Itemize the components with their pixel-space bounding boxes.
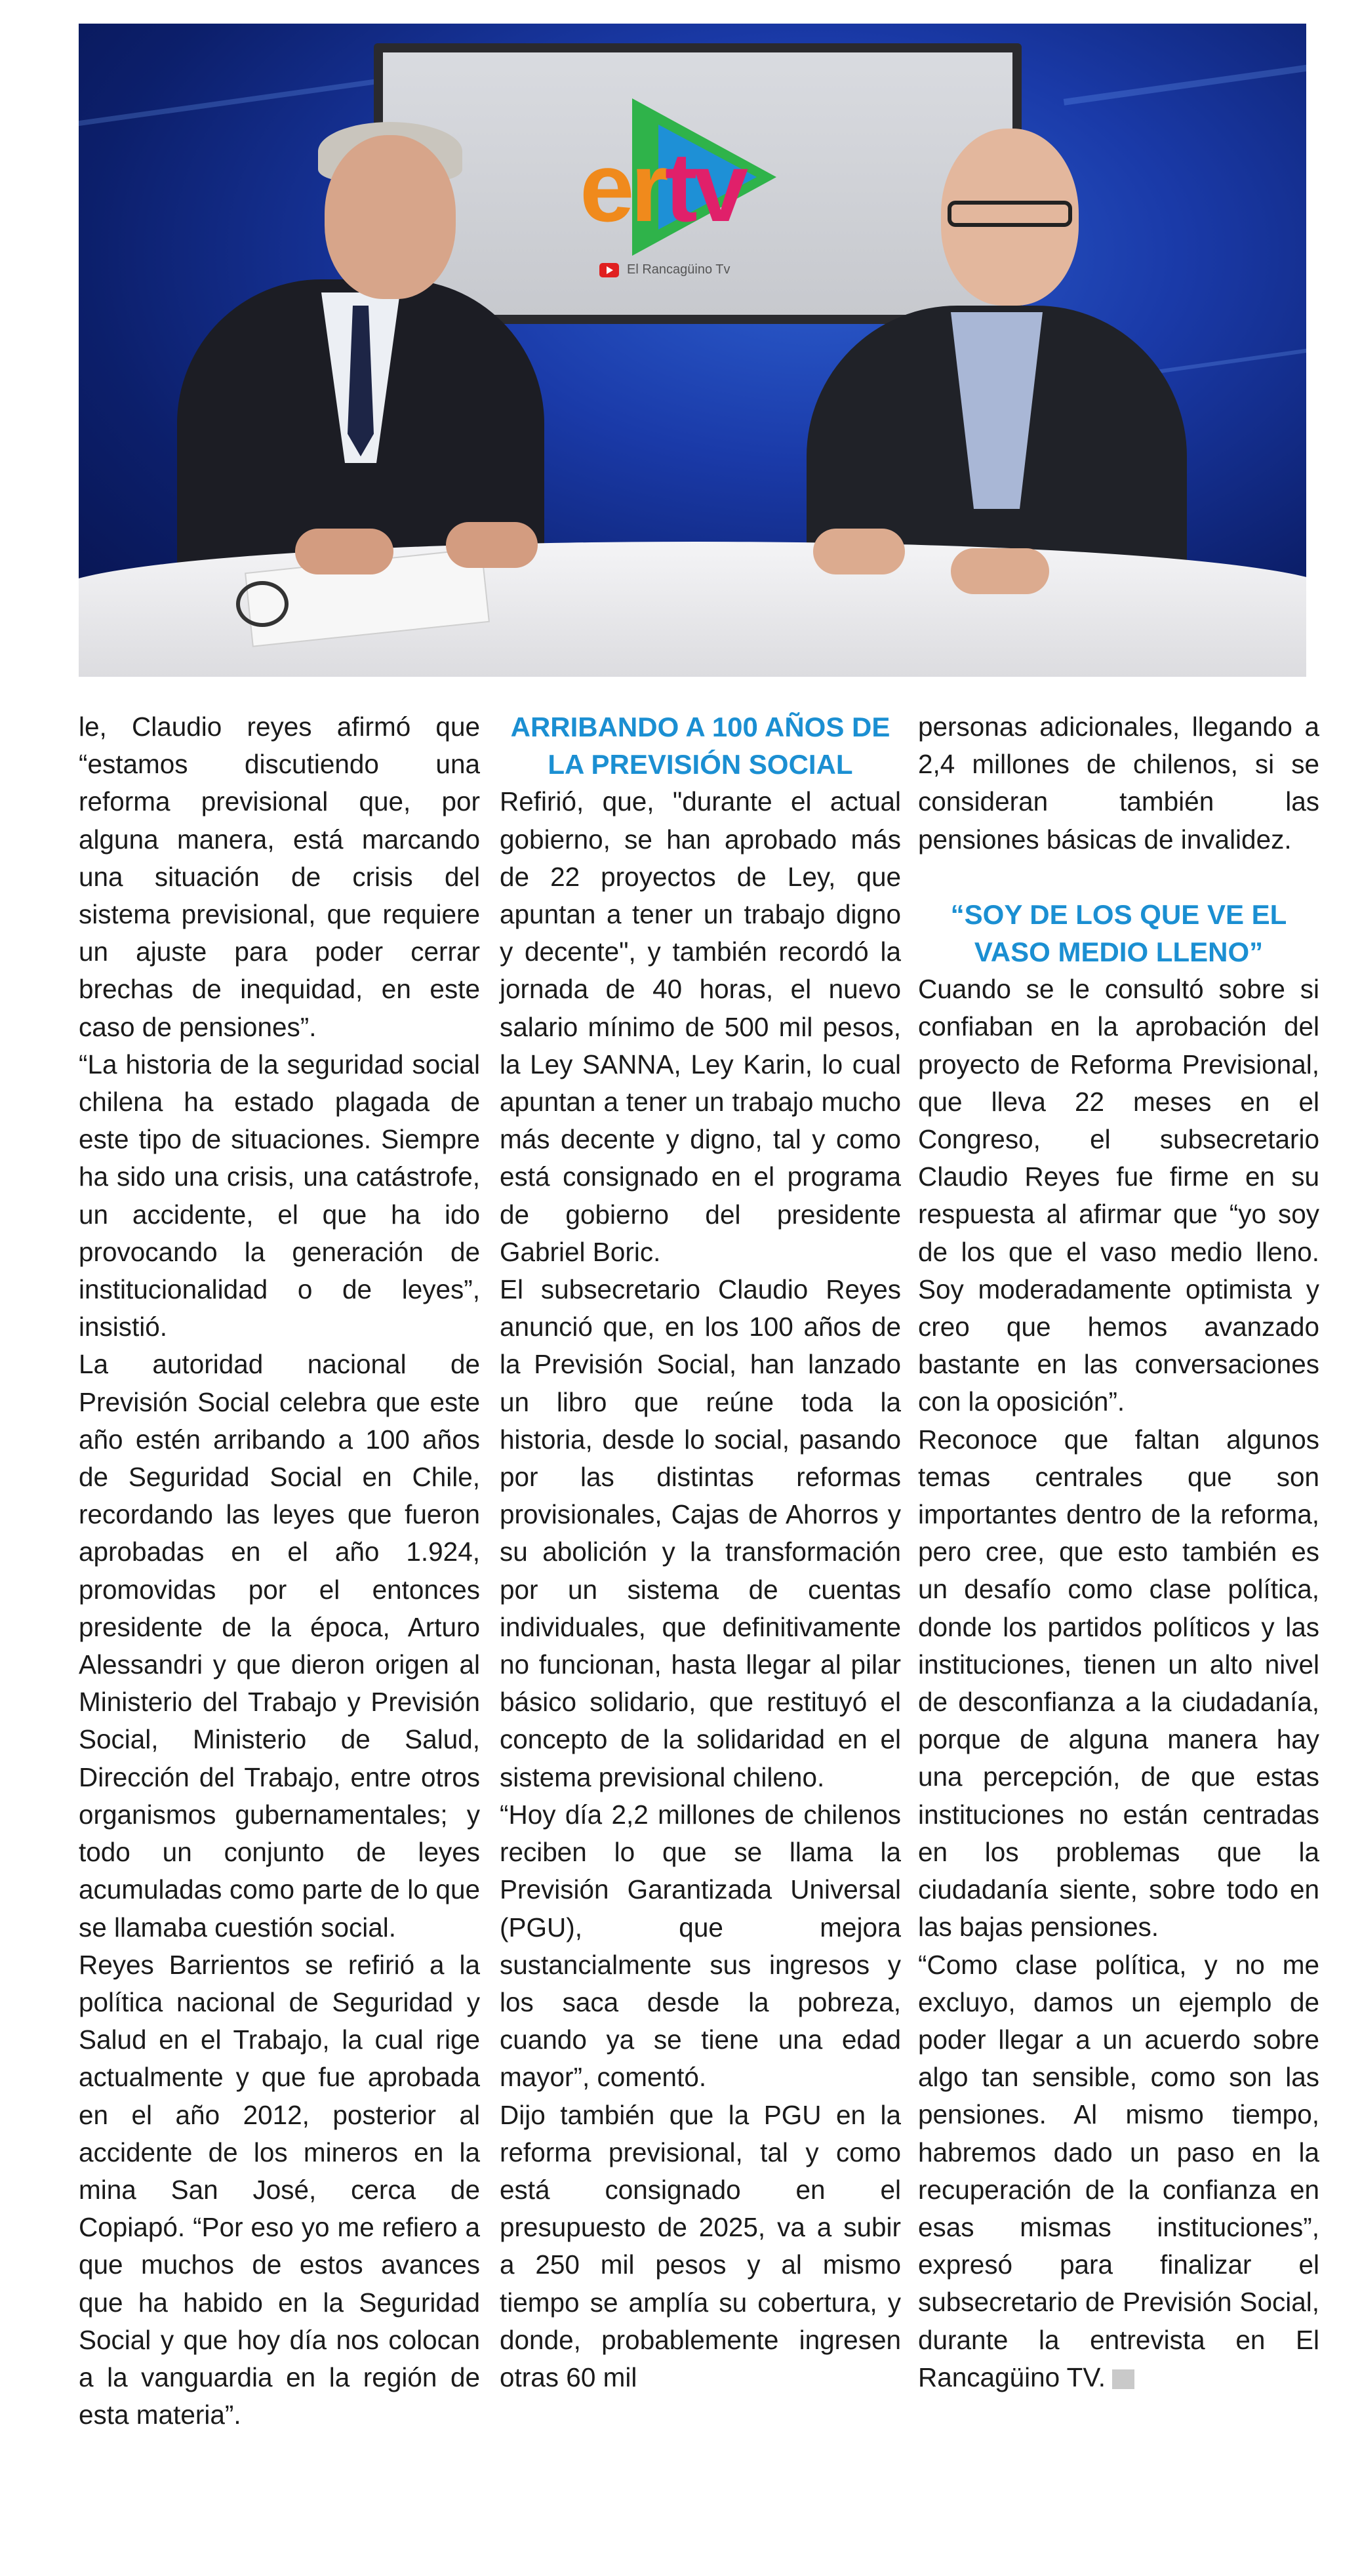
col2-paragraph-1: Refirió, que, "durante el actual gobierno, se han aprobado más de 22 proyectos de Ley, que apuntan a tener un trabajo digno y decente", y también recordó la jornada de 40 horas, el nuevo salario mínimo de 500 mil pesos, la Ley SANNA, Ley Karin, lo cual apuntan a tener un trabajo mucho más decente y digno, tal y como está consignado en el programa de gobierno del presidente Gabriel Boric. — [500, 786, 901, 1267]
article-column-2 — [500, 708, 901, 2396]
reading-glasses-icon — [236, 581, 289, 627]
youtube-icon — [599, 263, 619, 277]
col3-paragraph-1: personas adicionales, llegando a 2,4 millones de chilenos, si se consideran también las pensiones básicas de invalidez. — [918, 712, 1319, 855]
guest-head — [325, 135, 456, 299]
col1-paragraph-4: Reyes Barrientos se refirió a la política nacional de Seguridad y Salud en el Trabajo, la cual rige actualmente y que fue aprobada en el año 2012, posterior al accidente de los mineros en la mina San José, cerca de Copiapó. “Por eso yo me refiero a que muchos de estos avances que ha habido en la Seguridad Social y que hoy día nos colocan a la vanguardia en la región de esta materia”. — [79, 1949, 480, 2430]
article-column-1 — [79, 708, 480, 2434]
col2-paragraph-4: Dijo también que la PGU en la reforma previsional, tal y como está consignado en el presupuesto de 2025, va a subir a 250 mil pesos y al mismo tiempo se amplía su cobertura, y donde, probablemente ingresen otras 60 mil — [500, 2099, 901, 2392]
host-hand-right — [951, 548, 1049, 594]
guest-hand-left — [295, 529, 393, 574]
screen-channel-name: El Rancagüino Tv — [627, 262, 730, 277]
col3-paragraph-3: Reconoce que faltan algunos temas centrales que son importantes dentro de la reforma, pero cree, que esto también es un desafío como clase política, donde los partidos políticos y las instituciones, tienen un alto nivel de desconfianza a la ciudadanía, porque de alguna manera hay una percepción, de que estas instituciones no están centradas en los problemas que la ciudadanía siente, sobre todo en las bajas pensiones. — [918, 1424, 1319, 1942]
col1-paragraph-3: La autoridad nacional de Previsión Social celebra que este año estén arribando a 100 años de Seguridad Social en Chile, recordando las leyes que fueron aprobadas en el año 1.924, promovidas por el entonces presidente de la época, Arturo Alessandri y que dieron origen al Ministerio del Trabajo y Previsión Social, Ministerio de Salud, Dirección del Trabajo, entre otros organismos gubernamentales; y todo un conjunto de leyes acumuladas como parte de lo que se llamaba cuestión social. — [79, 1349, 480, 1942]
col3-paragraph-4 — [918, 1946, 1319, 2396]
section-heading-100-years: ARRIBANDO A 100 AÑOS DE LA PREVISIÓN SOCIAL — [510, 712, 890, 780]
col1-paragraph-2: “La historia de la seguridad social chilena ha estado plagada de este tipo de situaciones. Siempre ha sido una crisis, una catástrofe, un accidente, el que ha ido provocando la generación de institucionalidad o de leyes”, insistió. — [79, 1049, 480, 1342]
studio-screen — [374, 43, 1022, 324]
ertv-logo — [580, 98, 776, 249]
interview-photo — [79, 24, 1306, 677]
end-of-article-icon — [1112, 2369, 1134, 2389]
col2-paragraph-2: El subsecretario Claudio Reyes anunció que, en los 100 años de la Previsión Social, han lanzado un libro que reúne toda la historia, desde lo social, pasando por las distintas reformas provisionales, Cajas de Ahorros y su abolición y la transformación por un sistema de cuentas individuales, que definitivamente no funcionan, hasta llegar al pilar básico solidario, que restituyó el concepto de la solidaridad en el sistema previsional chileno. — [500, 1274, 901, 1792]
col3-paragraph-4-text: “Como clase política, y no me excluyo, damos un ejemplo de poder llegar a un acuerdo sobre algo tan sensible, como son las pensiones. Al mismo tiempo, habremos dado un paso en la recuperación de la confianza en esas mismas instituciones”, expresó para finalizar el subsecretario de Previsión Social, durante la entrevista en El Rancagüino TV. — [918, 1949, 1319, 2392]
logo-tv: tv — [664, 132, 745, 242]
article-column-3 — [918, 708, 1319, 2396]
col1-paragraph-1: le, Claudio reyes afirmó que “estamos discutiendo una reforma previsional que, por alguna manera, está marcando una situación de crisis del sistema previsional, que requiere un ajuste para poder cerrar brechas de inequidad, en este caso de pensiones”. — [79, 712, 480, 1042]
section-heading-vaso-medio-lleno: “SOY DE LOS QUE VE EL VASO MEDIO LLENO” — [950, 898, 1287, 968]
col3-paragraph-2: Cuando se le consultó sobre si confiaban en la aprobación del proyecto de Reforma Previsional, que lleva 22 meses en el Congreso, el subsecretario Claudio Reyes fue firme en su respuesta al afirmar que “yo soy de los que el vaso medio lleno. Soy moderadamente optimista y creo que hemos avanzado bastante en las conversaciones con la oposición”. — [918, 974, 1319, 1417]
screen-channel — [599, 262, 730, 277]
host-hand-left — [813, 529, 905, 574]
guest-hand-right — [446, 522, 538, 568]
col2-paragraph-3: “Hoy día 2,2 millones de chilenos reciben lo que se llama la Previsión Garantizada Universal (PGU), que mejora sustancialmente sus ingresos y los saca desde la pobreza, cuando ya se tiene una edad mayor”, comentó. — [500, 1799, 901, 2093]
logo-er: er — [580, 132, 665, 242]
glasses-icon — [948, 201, 1072, 227]
